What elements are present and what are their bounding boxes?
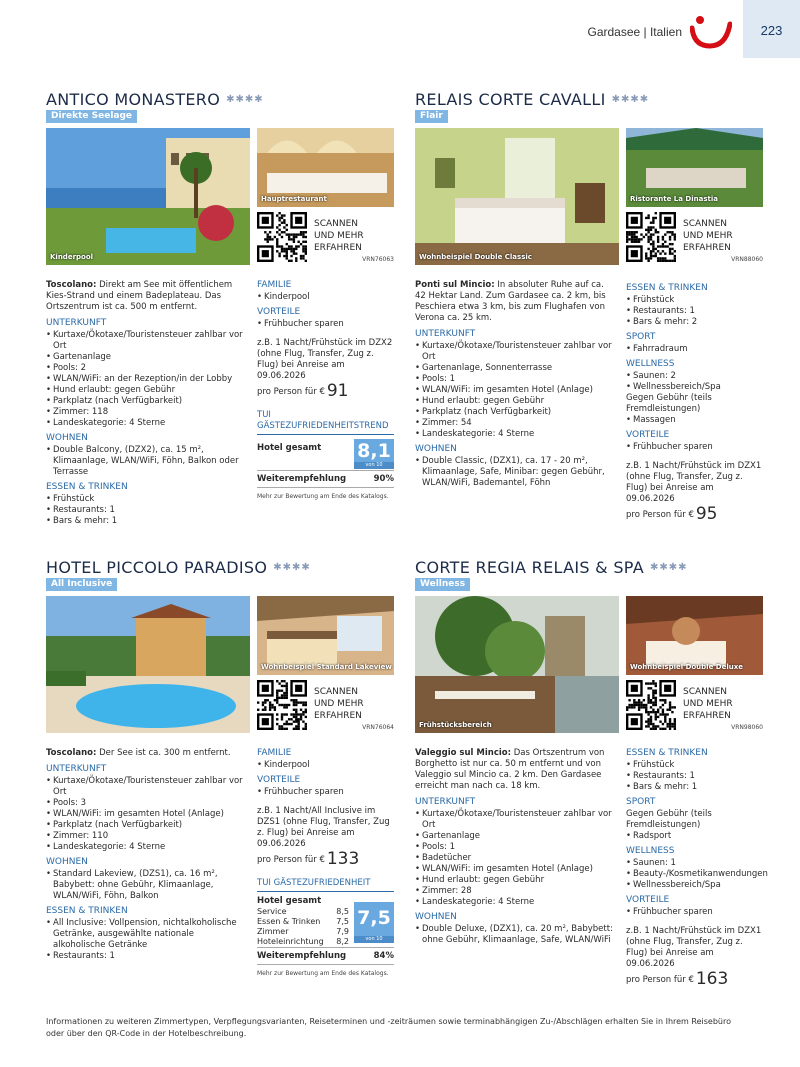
feature-list (626, 442, 763, 453)
tui-smile-logo-icon (690, 14, 732, 50)
list-item: • Kurtaxe/Ökotaxe/Touristensteuer zahlbar vor Ort (415, 809, 615, 831)
list-item: • Parkplatz (nach Verfügbarkeit) (46, 820, 246, 831)
vrn-code: VRN76063 (362, 256, 394, 263)
text-label: Gegen Gebühr (teils Fremdleistungen) (626, 393, 712, 414)
scan-text (683, 218, 733, 254)
list-item: • Hund erlaubt: gegen Gebühr (415, 396, 615, 407)
feature-list (257, 787, 394, 798)
hotel-photo-main (415, 596, 619, 733)
section-title: VORTEILE (257, 775, 301, 785)
list-item: • Frühbucher sparen (626, 442, 763, 453)
text-label: Toscolano: (46, 748, 97, 758)
section-title: ESSEN & TRINKEN (46, 482, 128, 492)
star-rating: ✱✱✱✱ (226, 94, 264, 105)
list-item: • Saunen: 2 (626, 371, 763, 382)
vrn-code: VRN76064 (362, 724, 394, 731)
photo-caption: Wohnbeispiel Double Classic (419, 253, 532, 261)
hotel-intro (415, 280, 615, 324)
feature-list (257, 760, 394, 771)
text-label: Gegen Gebühr (teils Fremdleistungen) (626, 809, 712, 830)
text-label: Mehr zur Bewertung am Ende des Katalogs. (257, 970, 389, 977)
text-label: ERFAHREN (314, 243, 362, 253)
list-item: • Kinderpool (257, 292, 394, 303)
feature-list (257, 292, 394, 303)
feature-list (46, 330, 246, 429)
list-item: • Bars & mehr: 2 (626, 317, 763, 328)
list-item: • Frühbucher sparen (257, 319, 394, 330)
list-item: • WLAN/WiFi: im gesamten Hotel (Anlage) (415, 385, 615, 396)
text-label: UND MEHR (683, 699, 733, 709)
list-item: • Pools: 1 (415, 374, 615, 385)
list-item: • Radsport (626, 831, 763, 842)
list-item: • Wellnessbereich/Spa (626, 880, 763, 891)
hotel-intro (46, 748, 246, 759)
footer-note: Informationen zu weiteren Zimmertypen, Verpflegungsvarianten, Reiseterminen und -zeiträumen sowie terminabhängigen Zu-/Abschlägen erhalten Sie in Ihrem Reisebüro oder über den QR-Code in der Hotelbeschreibung. (46, 1017, 731, 1038)
text-label: TUI GÄSTEZUFRIEDENHEIT (257, 878, 394, 892)
feature-list (46, 918, 246, 962)
qr-code-icon[interactable] (257, 680, 307, 730)
list-item: • Restaurants: 1 (626, 306, 763, 317)
feature-list (46, 494, 246, 527)
list-item: • Kurtaxe/Ökotaxe/Touristensteuer zahlbar vor Ort (415, 341, 615, 363)
feature-list (415, 924, 615, 946)
price (626, 969, 763, 989)
hotel-details-left (46, 748, 246, 962)
list-item: • Restaurants: 1 (46, 505, 246, 516)
text-label: UND MEHR (683, 231, 733, 241)
section-title: ESSEN & TRINKEN (626, 283, 708, 293)
scan-text (314, 218, 364, 254)
satisfaction-trend (257, 410, 394, 502)
list-item: • Kinderpool (257, 760, 394, 771)
hotel-intro (46, 280, 246, 313)
list-item: • Kurtaxe/Ökotaxe/Touristensteuer zahlbar vor Ort (46, 330, 246, 352)
list-item: • Zimmer: 118 (46, 407, 246, 418)
section-title: WOHNEN (46, 857, 88, 867)
hotel-badge: All Inclusive (46, 578, 117, 591)
text-label: In absoluter Ruhe auf ca. 42 Hektar Land. Zum Gardasee ca. 2 km, bis Peschiera etwa 3 km, bis zum Flughafen von Verona ca. 25 km. (415, 280, 606, 323)
list-item: • Zimmer: 54 (415, 418, 615, 429)
hotel-details-right (626, 283, 763, 524)
text-label: pro Person für € (626, 510, 694, 520)
hotel-card (415, 558, 768, 998)
text-label: Direkt am See mit öffentlichem Kies-Strand und einem Badeplateau. Das Ortszentrum ist ca. 500 m entfernt. (46, 280, 233, 312)
list-item: • Bars & mehr: 1 (626, 782, 763, 793)
text-label: 95 (695, 504, 718, 524)
list-item: • Frühstück (46, 494, 246, 505)
text-label: 91 (326, 381, 349, 401)
hotel-card (46, 558, 394, 998)
hotel-details-right (257, 280, 394, 502)
vrn-code: VRN88060 (731, 256, 763, 263)
list-item: • Frühbucher sparen (257, 787, 394, 798)
text-label: SCANNEN (683, 687, 728, 697)
text-label: TUI GÄSTEZUFRIEDENHEITSTREND (257, 410, 394, 435)
list-item: • Gartenanlage (46, 352, 246, 363)
hotel-photo-main (46, 596, 250, 733)
hotel-details-left (46, 280, 246, 527)
hotel-badge: Wellness (415, 578, 470, 591)
text-label: pro Person für € (257, 387, 325, 397)
region-label: Gardasee | Italien (587, 25, 682, 39)
rating-row: Essen & Trinken 7,5 (257, 917, 349, 926)
hotel-details-left (415, 280, 615, 489)
feature-list (626, 760, 763, 793)
text-label: SCANNEN (314, 687, 359, 697)
text-label: SCANNEN (314, 219, 359, 229)
text-label: Hotel gesamt (257, 896, 322, 906)
feature-list (415, 809, 615, 908)
rating-row: Zimmer 7,9 (257, 927, 349, 936)
text-label: ERFAHREN (314, 711, 362, 721)
offer-text: z.B. 1 Nacht/Frühstück im DZX1 (ohne Flug, Transfer, Zug z. Flug) bei Anreise am 09.06.2026 (626, 461, 762, 504)
star-rating: ✱✱✱✱ (611, 94, 650, 105)
list-item: • Zimmer: 110 (46, 831, 246, 842)
feature-list (46, 445, 246, 478)
section-title: ESSEN & TRINKEN (46, 906, 128, 916)
list-item: • Fahrradraum (626, 344, 763, 355)
text-label: Mehr zur Bewertung am Ende des Katalogs. (257, 493, 389, 500)
list-item: • Kurtaxe/Ökotaxe/Touristensteuer zahlbar vor Ort (46, 776, 246, 798)
text-label: ERFAHREN (683, 243, 731, 253)
feature-list (626, 295, 763, 328)
hotel-photo-main (46, 128, 250, 265)
list-item: • Landeskategorie: 4 Sterne (415, 897, 615, 908)
hotel-title: ANTICO MONASTERO ✱✱✱✱ (46, 90, 264, 109)
list-item: • Double Deluxe, (DZX1), ca. 20 m², Babybett: ohne Gebühr, Klimaanlage, Safe, WLAN/WiFi (415, 924, 615, 946)
section-title: VORTEILE (626, 895, 670, 905)
feature-list (626, 858, 768, 891)
list-item: • Landeskategorie: 4 Sterne (415, 429, 615, 440)
text-label: Ponti sul Mincio: (415, 280, 495, 290)
text-label: Weiterempfehlung (257, 951, 347, 961)
list-item: • All Inclusive: Vollpension, nichtalkoholische Getränke, ausgewählte nationale alkoholische Getränke (46, 918, 246, 951)
list-item: • Pools: 2 (46, 363, 246, 374)
text-label: Hotel gesamt (257, 443, 322, 453)
section-title: SPORT (626, 332, 656, 342)
section-title: FAMILIE (257, 280, 292, 290)
hotel-badge: Direkte Seelage (46, 110, 137, 123)
rating-score: 7,5 (354, 902, 394, 936)
section-title: VORTEILE (257, 307, 301, 317)
photo-caption: Wohnbeispiel Double Deluxe (630, 663, 743, 671)
section-title: ESSEN & TRINKEN (626, 748, 708, 758)
list-item: • Frühbucher sparen (626, 907, 763, 918)
list-item: • Parkplatz (nach Verfügbarkeit) (46, 396, 246, 407)
text-label: von 10 (354, 936, 394, 943)
list-item: • Bars & mehr: 1 (46, 516, 246, 527)
section-title: SPORT (626, 797, 656, 807)
hotel-title: HOTEL PICCOLO PARADISO ✱✱✱✱ (46, 558, 311, 577)
hotel-intro (415, 748, 615, 792)
list-item: • Pools: 1 (415, 842, 615, 853)
list-item: • Pools: 3 (46, 798, 246, 809)
list-item: • Frühstück (626, 295, 763, 306)
offer-text: z.B. 1 Nacht/Frühstück im DZX2 (ohne Flug, Transfer, Zug z. Flug) bei Anreise am 09.06.2026 (257, 338, 393, 381)
photo-caption: Wohnbeispiel Standard Lakeview (261, 663, 392, 671)
section-title: WELLNESS (626, 846, 675, 856)
list-item: • Gartenanlage (415, 831, 615, 842)
star-rating: ✱✱✱✱ (649, 562, 688, 573)
qr-code-icon[interactable] (626, 680, 676, 730)
section-title: WOHNEN (415, 912, 457, 922)
list-item: • Massagen (626, 415, 763, 426)
text-label: pro Person für € (626, 975, 694, 985)
list-item: • Hund erlaubt: gegen Gebühr (46, 385, 246, 396)
feature-list (626, 371, 763, 393)
list-item: • Beauty-/Kosmetikanwendungen (626, 869, 763, 880)
feature-list (415, 456, 615, 489)
section-title: UNTERKUNFT (415, 329, 476, 339)
hotel-title: RELAIS CORTE CAVALLI ✱✱✱✱ (415, 90, 650, 109)
text-label: 84% (373, 951, 394, 961)
text-label: Weiterempfehlung (257, 474, 347, 484)
list-item: • Wellnessbereich/Spa (626, 382, 763, 393)
list-item: • Parkplatz (nach Verfügbarkeit) (415, 407, 615, 418)
section-title: FAMILIE (257, 748, 292, 758)
hotel-photo-secondary (257, 596, 394, 675)
rating-row: Hoteleinrichtung 8,2 (257, 937, 349, 946)
section-title: VORTEILE (626, 430, 670, 440)
list-item: • Gartenanlage, Sonnenterrasse (415, 363, 615, 374)
offer-text: z.B. 1 Nacht/Frühstück im DZX1 (ohne Flug, Transfer, Zug z. Flug) bei Anreise am 09.06.2026 (626, 926, 762, 969)
text-label: 163 (695, 969, 729, 989)
text-label: UND MEHR (314, 231, 364, 241)
qr-code-icon[interactable] (257, 212, 307, 262)
text-label: ERFAHREN (683, 711, 731, 721)
text-label: Valeggio sul Mincio: (415, 748, 512, 758)
list-item: • Standard Lakeview, (DZS1), ca. 16 m², Babybett: ohne Gebühr, Klimaanlage, WLAN/WiFi, Föhn, Balkon (46, 869, 246, 902)
list-item: • Restaurants: 1 (626, 771, 763, 782)
price (257, 849, 394, 869)
hotel-card (415, 90, 763, 530)
feature-list (626, 907, 763, 918)
vrn-code: VRN98060 (731, 724, 763, 731)
list-item: • Double Classic, (DZX1), ca. 17 - 20 m², Klimaanlage, Safe, Minibar: gegen Gebühr, WLAN/WiFi, Bademantel, Föhn (415, 456, 615, 489)
scan-text (314, 686, 364, 722)
text-label: von 10 (354, 462, 394, 469)
photo-caption: Ristorante La Dinastia (630, 195, 718, 203)
hotel-photo-main (415, 128, 619, 265)
rating-score: 8,1 (354, 439, 394, 467)
hotel-badge: Flair (415, 110, 448, 123)
text-label: Toscolano: (46, 280, 97, 290)
hotel-card (46, 90, 394, 530)
price (626, 504, 763, 524)
list-item: • Hund erlaubt: gegen Gebühr (415, 875, 615, 886)
text-label: UND MEHR (314, 699, 364, 709)
qr-code-icon[interactable] (626, 212, 676, 262)
feature-list (46, 869, 246, 902)
section-title: UNTERKUNFT (415, 797, 476, 807)
scan-text (683, 686, 733, 722)
text-label: SCANNEN (683, 219, 728, 229)
section-title: WOHNEN (415, 444, 457, 454)
feature-list (626, 415, 763, 426)
page-header (0, 0, 800, 58)
hotel-details-right (257, 748, 394, 979)
photo-caption: Hauptrestaurant (261, 195, 327, 203)
section-title: UNTERKUNFT (46, 318, 107, 328)
section-title: WOHNEN (46, 433, 88, 443)
list-item: • Frühstück (626, 760, 763, 771)
list-item: • WLAN/WiFi: an der Rezeption/in der Lobby (46, 374, 246, 385)
list-item: • Zimmer: 28 (415, 886, 615, 897)
section-title: WELLNESS (626, 359, 675, 369)
photo-caption: Frühstücksbereich (419, 721, 492, 729)
feature-list (257, 319, 394, 330)
list-item: • WLAN/WiFi: im gesamten Hotel (Anlage) (46, 809, 246, 820)
text-label: pro Person für € (257, 855, 325, 865)
list-item: • Saunen: 1 (626, 858, 763, 869)
feature-list (626, 344, 763, 355)
satisfaction-rating (257, 878, 394, 979)
star-rating: ✱✱✱✱ (273, 562, 311, 573)
feature-list (46, 776, 246, 853)
text-label: 133 (326, 849, 360, 869)
hotel-title: CORTE REGIA RELAIS & SPA ✱✱✱✱ (415, 558, 688, 577)
list-item: • Double Balcony, (DZX2), ca. 15 m², Klimaanlage, WLAN/WiFi, Föhn, Balkon oder Terrasse (46, 445, 246, 478)
hotel-photo-secondary (626, 596, 763, 675)
list-item: • WLAN/WiFi: im gesamten Hotel (Anlage) (415, 864, 615, 875)
hotel-photo-secondary (626, 128, 763, 207)
text-label: Der See ist ca. 300 m entfernt. (96, 748, 231, 758)
offer-text: z.B. 1 Nacht/All Inclusive im DZS1 (ohne Flug, Transfer, Zug z. Flug) bei Anreise am 09.06.2026 (257, 806, 390, 849)
hotel-details-right (626, 748, 768, 989)
list-item: • Landeskategorie: 4 Sterne (46, 842, 246, 853)
list-item: • Badetücher (415, 853, 615, 864)
feature-list (626, 831, 763, 842)
list-item: • Landeskategorie: 4 Sterne (46, 418, 246, 429)
photo-caption: Kinderpool (50, 253, 94, 261)
text-label: Das Ortszentrum von Borghetto ist nur ca. 50 m entfernt und von Valeggio sul Mincio ca. 2 km. Den Gardasee erreicht man nach ca. 18 km. (415, 748, 605, 791)
rating-row: Service 8,5 (257, 907, 349, 916)
price (257, 381, 394, 401)
text-label: 90% (373, 474, 394, 484)
section-title: UNTERKUNFT (46, 764, 107, 774)
page-number: 223 (743, 0, 800, 58)
list-item: • Restaurants: 1 (46, 951, 246, 962)
feature-list (415, 341, 615, 440)
hotel-details-left (415, 748, 615, 946)
hotel-photo-secondary (257, 128, 394, 207)
